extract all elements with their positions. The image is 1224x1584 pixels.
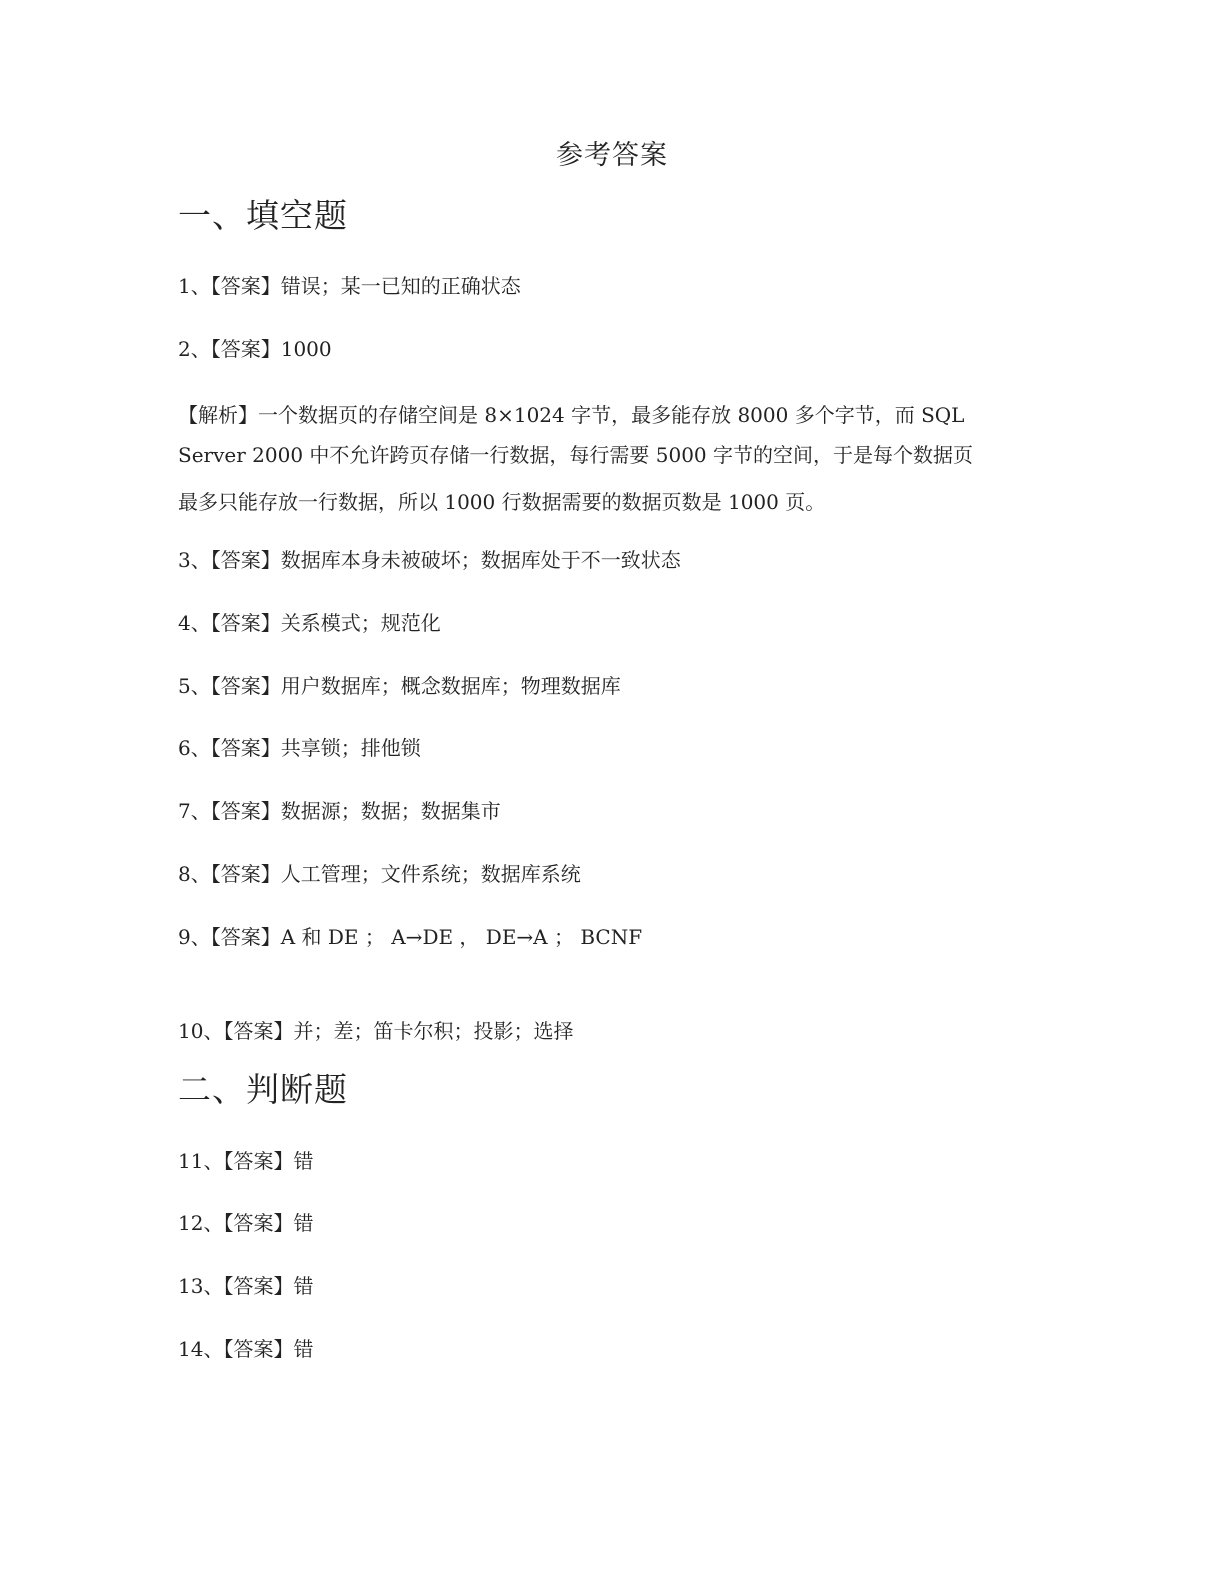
answer-text: 1000	[280, 337, 332, 361]
answer-item-1	[178, 271, 521, 301]
explanation-line-2: Server 2000 中不允许跨页存储一行数据，每行需要 5000 字节的空间，于是每个数据页	[178, 443, 974, 467]
item-number: 4、	[178, 611, 211, 635]
answer-tag: 【答案】	[210, 862, 281, 886]
answer-text: 错	[293, 1337, 314, 1361]
item-number: 12、	[178, 1211, 224, 1235]
answer-item-6	[178, 733, 421, 763]
item-number: 1、	[178, 274, 211, 298]
explanation-tag: 【解析】	[178, 403, 258, 427]
answer-tag: 【答案】	[210, 925, 281, 949]
answer-tag: 【答案】	[223, 1274, 294, 1298]
answer-item-3	[178, 545, 681, 575]
answer-text: 共享锁；排他锁	[280, 736, 421, 760]
item-number: 8、	[178, 862, 211, 886]
answer-item-4	[178, 608, 441, 638]
answer-tag: 【答案】	[210, 736, 281, 760]
section-heading-true-false: 二、判断题	[178, 1070, 348, 1109]
answer-tag: 【答案】	[223, 1211, 294, 1235]
item-number: 13、	[178, 1274, 224, 1298]
answer-tag: 【答案】	[223, 1149, 294, 1173]
answer-tag: 【答案】	[210, 548, 281, 572]
item-number: 11、	[178, 1149, 224, 1173]
answer-item-7	[178, 796, 501, 826]
answer-item-5	[178, 671, 621, 701]
answer-text: 错	[293, 1211, 314, 1235]
item-number: 10、	[178, 1019, 224, 1043]
answer-tag: 【答案】	[223, 1019, 294, 1043]
answer-item-8	[178, 859, 581, 889]
answer-tag: 【答案】	[210, 337, 281, 361]
item-number: 5、	[178, 674, 211, 698]
answer-text: 数据源；数据；数据集市	[280, 799, 501, 823]
page-title: 参考答案	[556, 140, 668, 171]
item-number: 9、	[178, 925, 211, 949]
explanation-line-1	[178, 400, 964, 430]
section-heading-fill-in: 一、填空题	[178, 196, 348, 235]
answer-tag: 【答案】	[210, 274, 281, 298]
answer-text: A 和 DE ； A→DE ， DE→A ； BCNF	[280, 925, 643, 949]
answer-tag: 【答案】	[210, 611, 281, 635]
item-number: 7、	[178, 799, 211, 823]
answer-item-14	[178, 1334, 313, 1364]
answer-text: 关系模式；规范化	[280, 611, 441, 635]
answer-text: 人工管理；文件系统；数据库系统	[280, 862, 581, 886]
answer-tag: 【答案】	[223, 1337, 294, 1361]
explanation-line-3: 最多只能存放一行数据，所以 1000 行数据需要的数据页数是 1000 页。	[178, 490, 826, 514]
answer-text: 错误；某一已知的正确状态	[280, 274, 521, 298]
item-number: 3、	[178, 548, 211, 572]
answer-text: 错	[293, 1274, 314, 1298]
answer-item-9	[178, 922, 642, 952]
answer-text: 并；差；笛卡尔积；投影；选择	[293, 1019, 574, 1043]
answer-tag: 【答案】	[210, 674, 281, 698]
answer-item-12	[178, 1208, 313, 1238]
item-number: 6、	[178, 736, 211, 760]
answer-text: 用户数据库；概念数据库；物理数据库	[280, 674, 621, 698]
answer-text: 数据库本身未被破坏；数据库处于不一致状态	[280, 548, 681, 572]
answer-tag: 【答案】	[210, 799, 281, 823]
answer-text: 错	[293, 1149, 314, 1173]
answer-item-11	[178, 1146, 313, 1176]
item-number: 2、	[178, 337, 211, 361]
explanation-text: 一个数据页的存储空间是 8×1024 字节，最多能存放 8000 多个字节，而 SQL	[258, 403, 965, 427]
answer-item-2	[178, 334, 332, 364]
answer-item-13	[178, 1271, 313, 1301]
item-number: 14、	[178, 1337, 224, 1361]
answer-item-10	[178, 1016, 573, 1046]
